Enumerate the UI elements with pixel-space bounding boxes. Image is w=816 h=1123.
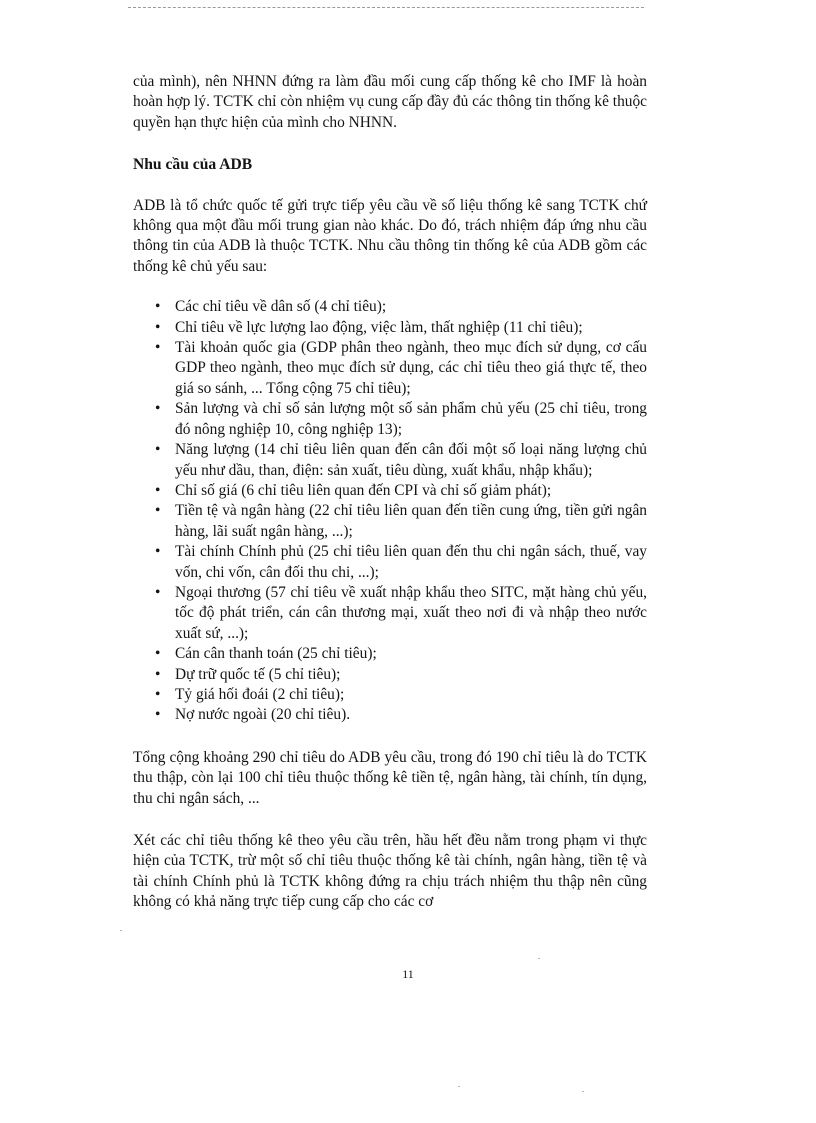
list-item [133,665,647,685]
list-item-text: Chỉ tiêu về lực lượng lao động, việc làm, thất nghiệp (11 chỉ tiêu); [175,318,583,336]
bullet-icon: • [155,318,161,336]
bullet-icon: • [155,706,161,724]
list-item-text: Ngoại thương (57 chỉ tiêu về xuất nhập khẩu theo SITC, mặt hàng chủ yếu, tốc độ phát triển, cán cân thương mại, xuất theo nơi đi và nhập theo nước xuất sứ, ...); [175,583,647,642]
list-item [133,481,647,501]
bullet-icon: • [155,685,161,703]
bullet-icon: • [155,543,161,561]
list-item [133,338,647,399]
scan-speck [582,1091,584,1092]
list-item-text: Tài chính Chính phủ (25 chỉ tiêu liên quan đến thu chi ngân sách, thuế, vay vốn, chi vốn, cân đối thu chi, ...); [175,543,647,581]
adb-paragraph: ADB là tổ chức quốc tế gửi trực tiếp yêu cầu về số liệu thống kê sang TCTK chứ không qua một đầu mối trung gian nào khác. Do đó, trách nhiệm đáp ứng nhu cầu thông tin của ADB là thuộc TCTK. Nhu cầu thông tin thống kê của ADB gồm các thống kê chủ yếu sau: [133,196,647,275]
list-item [133,297,647,317]
scan-speck [458,1086,460,1087]
scan-header-rule [128,7,644,8]
list-item [133,583,647,644]
list-item [133,318,647,338]
bullet-icon: • [155,583,161,601]
adb-indicator-list [133,297,647,726]
list-item-text: Chỉ số giá (6 chỉ tiêu liên quan đến CPI và chỉ số giảm phát); [175,481,552,499]
total-paragraph: Tổng cộng khoảng 290 chỉ tiêu do ADB yêu cầu, trong đó 190 chỉ tiêu là do TCTK thu thập, còn lại 100 chỉ tiêu thuộc thống kê tiền tệ, ngân hàng, tài chính, tín dụng, thu chi ngân sách, ... [133,748,647,807]
list-item [133,705,647,725]
list-item [133,440,647,481]
list-item-text: Nợ nước ngoài (20 chỉ tiêu). [175,706,351,724]
bullet-icon: • [155,441,161,459]
list-item-text: Tỷ giá hối đoái (2 chỉ tiêu); [175,685,345,703]
list-item [133,644,647,664]
list-item [133,542,647,583]
list-item [133,685,647,705]
list-item-text: Tài khoản quốc gia (GDP phân theo ngành, theo mục đích sử dụng, cơ cấu GDP theo ngành, theo mục đích sử dụng, các chỉ tiêu theo giá thực tế, theo giá so sánh, ... Tổng cộng 75 chỉ tiêu); [175,339,647,397]
bullet-icon: • [155,298,161,316]
bullet-icon: • [155,339,161,357]
list-item [133,399,647,440]
scan-speck [120,930,122,931]
bullet-icon: • [155,502,161,520]
list-item-text: Tiền tệ và ngân hàng (22 chỉ tiêu liên quan đến tiền cung ứng, tiền gửi ngân hàng, lãi suất ngân hàng, ...); [175,502,647,540]
page-body [133,72,647,913]
bullet-icon: • [155,665,161,683]
list-item-text: Sản lượng và chỉ số sản lượng một số sản phẩm chủ yếu (25 chỉ tiêu, trong đó nông nghiệp 10, công nghiệp 13); [175,400,647,438]
bullet-icon: • [155,481,161,499]
review-paragraph: Xét các chỉ tiêu thống kê theo yêu cầu trên, hầu hết đều nằm trong phạm vi thực hiện của TCTK, trừ một số chỉ tiêu thuộc thống kê tài chính, ngân hàng, tiền tệ và tài chính Chính phủ là TCTK không đứng ra chịu trách nhiệm thu thập nên cũng không có khả năng trực tiếp cung cấp cho các cơ [133,832,647,911]
section-heading-adb: Nhu cầu của ADB [133,156,253,174]
bullet-icon: • [155,645,161,663]
list-item-text: Năng lượng (14 chỉ tiêu liên quan đến cân đối một số loại năng lượng chủ yếu như dầu, than, điện: sản xuất, tiêu dùng, xuất khẩu, nhập khẩu); [175,441,647,479]
list-item-text: Dự trữ quốc tế (5 chỉ tiêu); [175,665,341,683]
bullet-icon: • [155,400,161,418]
list-item-text: Các chỉ tiêu về dân số (4 chỉ tiêu); [175,298,387,316]
intro-paragraph: của mình), nên NHNN đứng ra làm đầu mối cung cấp thống kê cho IMF là hoàn hoàn hợp lý. TCTK chỉ còn nhiệm vụ cung cấp đầy đủ các thông tin thống kê thuộc quyền hạn thực hiện của mình cho NHNN. [133,73,647,131]
list-item-text: Cán cân thanh toán (25 chỉ tiêu); [175,645,377,663]
scan-speck [538,958,540,959]
page-number: 11 [402,967,414,981]
list-item [133,501,647,542]
